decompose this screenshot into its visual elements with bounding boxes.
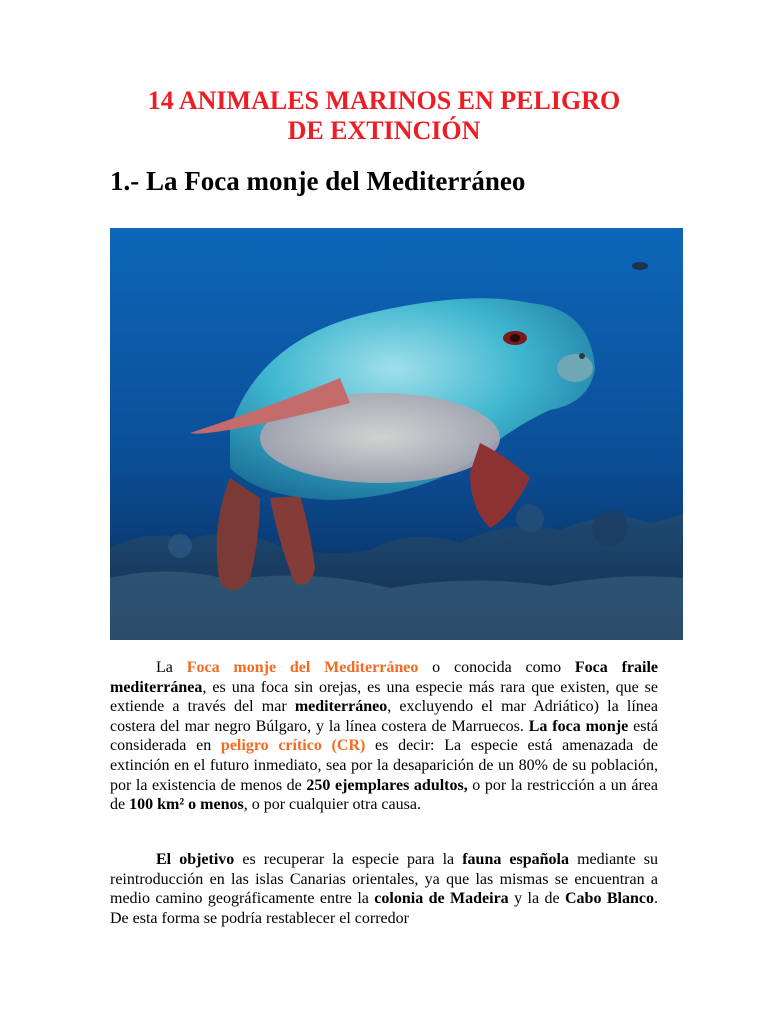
section-heading: 1.- La Foca monje del Mediterráneo <box>110 166 526 196</box>
text-run: La <box>156 659 187 676</box>
bold-mediterraneo: mediterráneo <box>294 698 388 716</box>
title-line-1: 14 ANIMALES MARINOS EN PELIGRO <box>147 86 621 115</box>
text-run: , es una foca sin orejas, es una especie más rara que existen, que se extiende a través del mar <box>110 678 658 716</box>
bold-objetivo: El objetivo <box>156 851 235 868</box>
text-run: , o por cualquier otra causa. <box>243 796 421 814</box>
bold-alt-name: Foca fraile mediterránea <box>110 659 659 696</box>
bold-population: 250 ejemplares adultos, <box>306 776 468 794</box>
bold-la-foca-monje: La foca monje <box>528 717 629 735</box>
text-run: mediante su reintroducción en las islas Canarias orientales, ya que las mismas se encuentran a medio camino geográficamente entre la <box>110 851 659 908</box>
highlight-species-name: Foca monje del Mediterráneo <box>186 659 419 676</box>
paragraph-intro <box>110 658 658 815</box>
paragraph-objective <box>110 850 658 928</box>
text-run: es decir: La especie está amenazada de extinción en el futuro inmediato, sea por la desaparición de un 80% de su población, por la existencia de menos de <box>110 737 658 794</box>
bold-area: 100 km² o menos <box>129 796 244 814</box>
text-run: . De esta forma se podría restablecer el corredor <box>110 890 658 927</box>
document-title <box>60 86 708 146</box>
text-run: está considerada en <box>110 717 658 755</box>
text-run: y la de <box>508 890 565 908</box>
title-line-2: DE EXTINCIÓN <box>287 116 481 145</box>
text-run: , excluyendo el mar Adriático) la línea costera del mar negro Búlgaro, y la línea costera de Marruecos. <box>110 698 658 735</box>
text-run: o por la restricción a un área de <box>110 776 659 814</box>
highlight-status: peligro crítico (CR) <box>220 737 366 755</box>
bold-fauna: fauna española <box>462 851 569 868</box>
bold-cabo-blanco: Cabo Blanco <box>565 890 654 908</box>
monk-seal-photo <box>110 228 683 640</box>
bold-madeira: colonia de Madeira <box>374 890 509 908</box>
text-run: es recuperar la especie para la <box>234 851 463 868</box>
text-run: o conocida como <box>418 659 575 676</box>
